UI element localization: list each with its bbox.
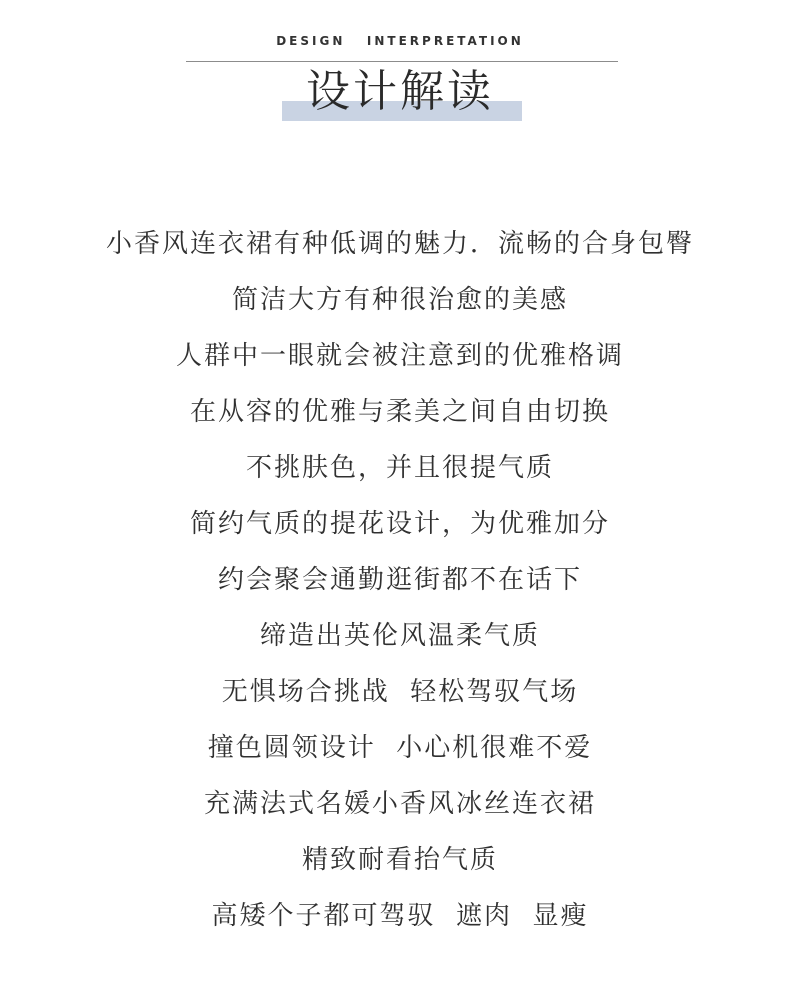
description-line: 撞色圆领设计 小心机很难不爱 <box>207 733 593 763</box>
description-line: 无惧场合挑战 轻松驾驭气场 <box>221 677 579 707</box>
description-line: 充满法式名媛小香风冰丝连衣裙 <box>203 789 596 819</box>
description-line: 简洁大方有种很治愈的美感 <box>231 285 568 315</box>
description-line: 小香风连衣裙有种低调的魅力．流畅的合身包臀 <box>105 229 694 259</box>
description-line: 简约气质的提花设计，为优雅加分 <box>189 509 610 539</box>
description-line: 不挑肤色，并且很提气质 <box>245 453 554 483</box>
section-eyebrow: DESIGN INTERPRETATION <box>276 34 524 48</box>
description-line: 人群中一眼就会被注意到的优雅格调 <box>175 341 624 371</box>
section-title: 设计解读 <box>306 66 494 117</box>
description-line: 缔造出英伦风温柔气质 <box>259 621 540 651</box>
description-line: 在从容的优雅与柔美之间自由切换 <box>189 397 610 427</box>
section-header <box>0 0 800 140</box>
design-description <box>0 216 800 944</box>
description-line: 精致耐看抬气质 <box>301 845 498 875</box>
description-line: 约会聚会通勤逛街都不在话下 <box>217 565 582 595</box>
description-line: 高矮个子都可驾驭 遮肉 显瘦 <box>211 901 589 931</box>
header-divider <box>186 61 618 62</box>
